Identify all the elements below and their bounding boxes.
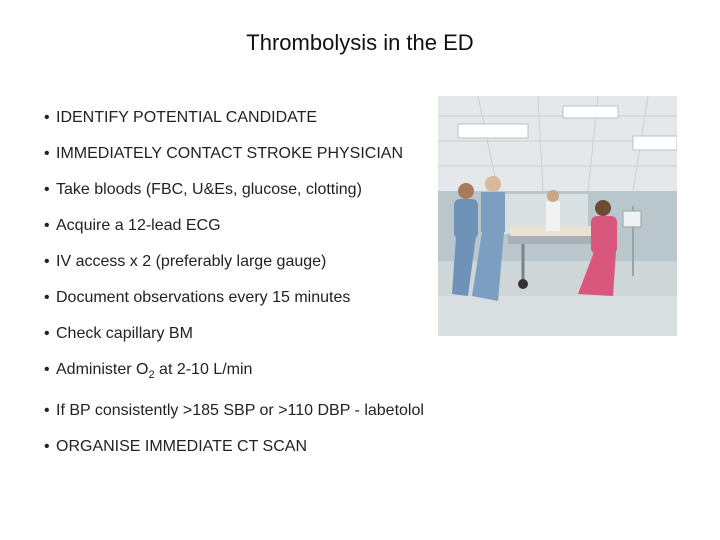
- bullet-dot: •: [44, 145, 50, 162]
- bullet-item: • Acquire a 12-lead ECG: [44, 208, 424, 244]
- bullet-item-oxygen: • Administer $O_2$ at 2-10 L/min: [44, 352, 424, 393]
- bullet-item: • IDENTIFY POTENTIAL CANDIDATE: [44, 100, 424, 136]
- bullet-dot: •: [44, 109, 50, 126]
- bullet-dot: •: [44, 289, 50, 306]
- bullet-item: • IV access x 2 (preferably large gauge): [44, 244, 424, 280]
- bullet-item: • If BP consistently >185 SBP or >110 DBP - labetolol: [44, 393, 424, 429]
- hospital-corridor-illustration: [438, 96, 677, 336]
- bullet-dot: •: [44, 253, 50, 270]
- bullet-dot: •: [44, 361, 50, 378]
- bullet-item: • Document observations every 15 minutes: [44, 280, 424, 316]
- bullet-dot: •: [44, 325, 50, 342]
- bullet-list: [44, 100, 424, 465]
- bullet-item: • IMMEDIATELY CONTACT STROKE PHYSICIAN: [44, 136, 424, 172]
- bullet-dot: •: [44, 217, 50, 234]
- bullet-dot: •: [44, 181, 50, 198]
- bullet-dot: •: [44, 438, 50, 456]
- oxygen-subscript: 2: [148, 369, 155, 382]
- hospital-staff-photo: [438, 96, 677, 336]
- bullet-dot: •: [44, 402, 50, 420]
- slide-title: Thrombolysis in the ED: [246, 30, 474, 55]
- bullet-item: • ORGANISE IMMEDIATE CT SCAN: [44, 429, 424, 465]
- bullet-item: • Check capillary BM: [44, 316, 424, 352]
- bullet-item: • Take bloods (FBC, U&Es, glucose, clotting): [44, 172, 424, 208]
